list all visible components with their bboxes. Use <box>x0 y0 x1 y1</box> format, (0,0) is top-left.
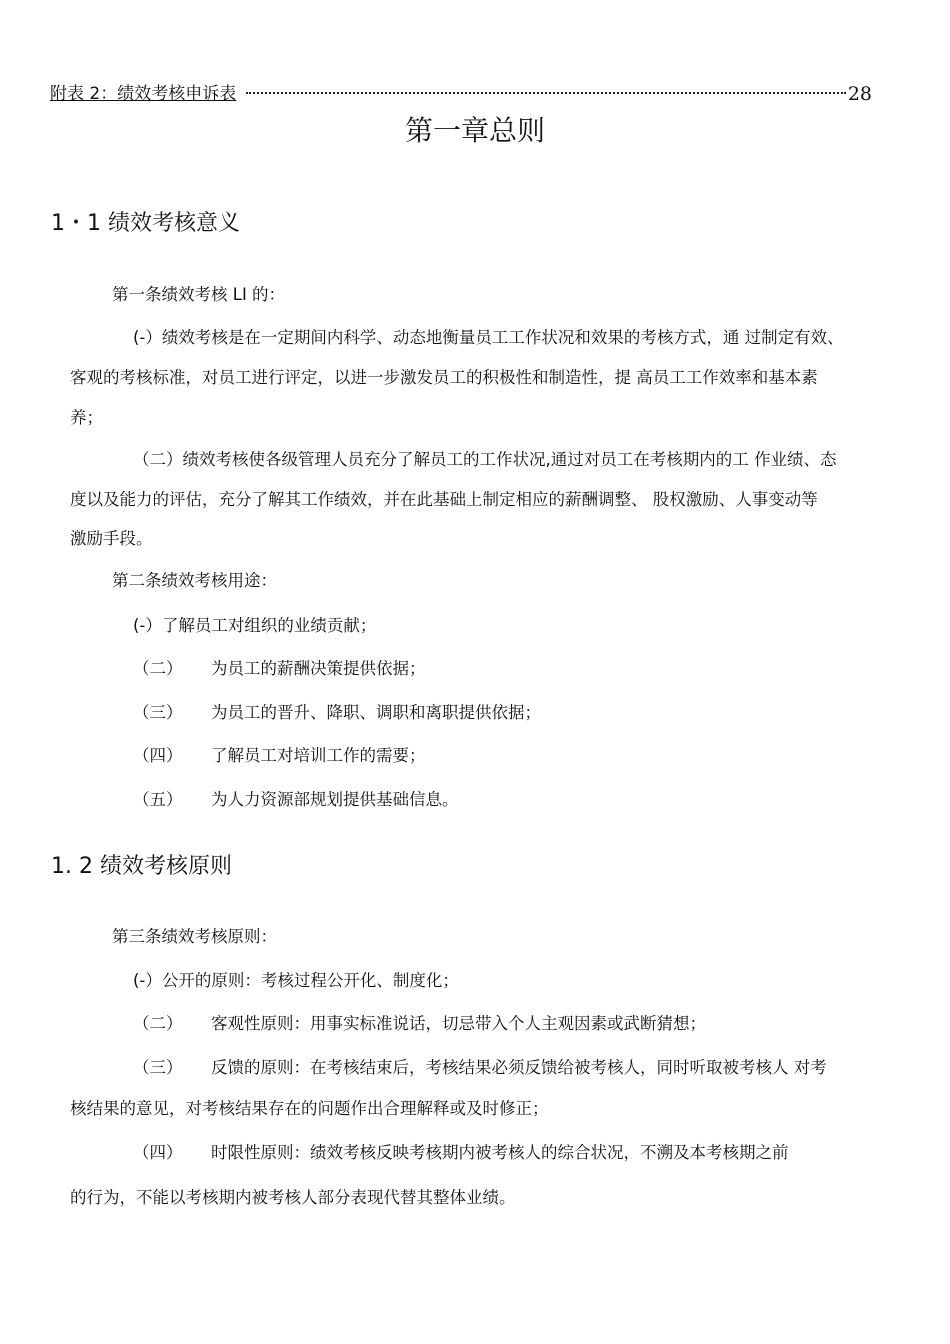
paragraph-line: 的行为，不能以考核期内被考核人部分表现代替其整体业绩。 <box>70 1188 516 1207</box>
paragraph-line: （二）绩效考核使各级管理人员充分了解员工的工作状况,通过对员工在考核期内的工 作业绩、态 <box>133 450 837 469</box>
article-heading: 第三条绩效考核原则： <box>112 927 277 946</box>
paragraph-line: 激励手段。 <box>70 529 153 548</box>
section-heading: 1・1 绩效考核意义 <box>51 211 240 236</box>
article-heading: 第一条绩效考核 LI 的： <box>112 285 286 304</box>
list-item-text: 反馈的原则：在考核结束后，考核结果必须反馈给被考核人，同时听取被考核人 对考 <box>211 1058 827 1077</box>
toc-entry-page: 28 <box>847 83 872 105</box>
paragraph-line: (-）绩效考核是在一定期间内科学、动态地衡量员工工作状况和效果的考核方式，通 过制定有效、 <box>133 328 844 347</box>
paragraph-line: 核结果的意见，对考核结果存在的问题作出合理解释或及时修正； <box>70 1099 549 1118</box>
list-item-number: （四） <box>133 746 183 765</box>
list-item <box>133 701 541 725</box>
list-item-number: （四） <box>133 1143 183 1162</box>
list-item-text: 了解员工对培训工作的需要； <box>211 746 426 765</box>
list-item-text: 客观性原则：用事实标准说话，切忌带入个人主观因素或武断猜想； <box>211 1014 706 1033</box>
list-item <box>133 744 426 768</box>
toc-entry-label[interactable]: 附表 2：绩效考核申诉表 <box>50 84 237 104</box>
list-item-number: （三） <box>133 1058 183 1077</box>
list-item <box>133 788 459 812</box>
chapter-title: 第一章总则 <box>404 114 545 147</box>
paragraph-line: 养； <box>70 408 103 427</box>
article-heading: 第二条绩效考核用途： <box>112 571 277 590</box>
toc-leader-dots <box>246 92 846 94</box>
toc-entry[interactable] <box>50 81 872 107</box>
list-item: (-）公开的原则：考核过程公开化、制度化； <box>133 971 459 990</box>
paragraph-line: 度以及能力的评估，充分了解其工作绩效，并在此基础上制定相应的薪酬调整、 股权激励、人事变动等 <box>70 490 818 509</box>
list-item-text: 为员工的晋升、降职、调职和离职提供依据； <box>211 703 541 722</box>
list-item-number: （三） <box>133 703 183 722</box>
paragraph-line: 客观的考核标准，对员工进行评定，以进一步激发员工的积极性和制造性，提 高员工工作效率和基本素 <box>70 368 818 387</box>
list-item <box>133 1012 706 1036</box>
list-item <box>133 657 426 681</box>
list-item-number: （二） <box>133 1014 183 1033</box>
list-item: (-）了解员工对组织的业绩贡献； <box>133 616 377 635</box>
list-item-text: 时限性原则：绩效考核反映考核期内被考核人的综合状况，不溯及本考核期之前 <box>211 1143 789 1162</box>
list-item <box>133 1056 827 1080</box>
list-item-text: 为员工的薪酬决策提供依据； <box>211 659 426 678</box>
list-item-number: （五） <box>133 790 183 809</box>
list-item-number: （二） <box>133 659 183 678</box>
section-heading: 1. 2 绩效考核原则 <box>51 854 232 879</box>
list-item-text: 为人力资源部规划提供基础信息。 <box>211 790 459 809</box>
list-item <box>133 1141 789 1165</box>
